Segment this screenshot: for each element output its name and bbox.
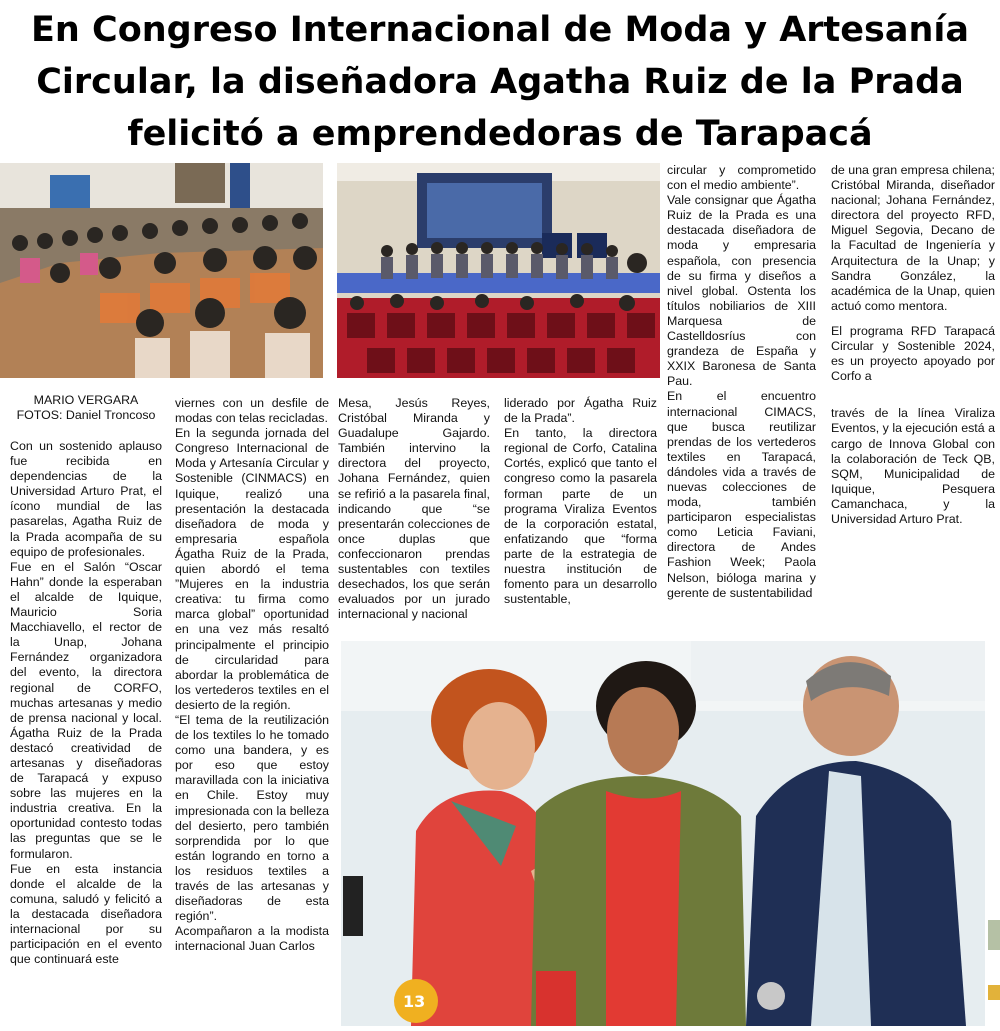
paragraph: circular y comprometido con el medio ambiente”. xyxy=(667,163,816,193)
paragraph: Acompañaron a la modista internacional Juan Carlos xyxy=(175,924,329,954)
photo-audience xyxy=(0,163,323,378)
paragraph: través de la línea Viraliza Eventos, y la ejecución está a cargo de Innova Global con la colaboración de Teck QB, SQM, Municipalidad de Iquique, Pesquera Camanchaca, y la Universidad Arturo Prat. xyxy=(831,406,995,526)
byline-photos: FOTOS: Daniel Troncoso xyxy=(16,408,156,422)
headline xyxy=(0,4,1000,160)
paragraph: viernes con un desfile de modas con telas recicladas. xyxy=(175,396,329,426)
article-column-1 xyxy=(10,393,162,967)
headline-line-3: felicitó a emprendedoras de Tarapacá xyxy=(127,114,873,154)
byline-author: MARIO VERGARA xyxy=(33,393,139,407)
article-column-2 xyxy=(175,396,329,954)
photo-three-people xyxy=(341,641,985,1026)
paragraph: El programa RFD Tarapacá Circular y Sostenible 2024, es un proyecto apoyado por Corfo a xyxy=(831,323,995,384)
edge-sliver xyxy=(988,985,1000,1000)
headline-line-2: Circular, la diseñadora Agatha Ruiz de la Prada xyxy=(36,62,964,102)
article-column-3 xyxy=(338,396,490,622)
byline xyxy=(10,393,162,423)
paragraph: En tanto, la directora regional de Corfo, Catalina Cortés, explicó que tanto el congreso como la pasarela forman parte de un programa Viraliza Eventos de la corporación estatal, enfatizando que “forma parte de la estrategia de nuestra institución de fomento para un desarrollo sustentable, xyxy=(504,426,657,607)
paragraph: liderado por Ágatha Ruiz de la Prada”. xyxy=(504,396,657,426)
article-column-4 xyxy=(504,396,657,607)
mic-label: 13 xyxy=(403,992,426,1011)
headline-line-1: En Congreso Internacional de Moda y Artesanía xyxy=(31,10,969,50)
edge-sliver xyxy=(988,920,1000,950)
paragraph: de una gran empresa chilena; Cristóbal Miranda, diseñador nacional; Johana Fernández, directora del proyecto RFD, Miguel Segovia, Decano de la Facultad de Ingeniería y Arquitectura de la Unap; y Sandra González, la académica de la Unap, quien actuó como mentora. xyxy=(831,163,995,313)
paragraph: En la segunda jornada del Congreso Internacional de Moda y Artesanía Circular y Sostenible (CINMACS) en Iquique, realizó una presentación la destacada diseñadora de moda y empresaria española Ágatha Ruiz de la Prada, quien abordó el tema ”Mujeres en la industria creativa: tu firma como marca global” oportunidad en una vez más resaltó principalmente el principio de circularidad para abordar la problemática de los vertederos textiles en el desierto de la región. xyxy=(175,426,329,712)
paragraph: En el encuentro internacional CIMACS, que busca reutilizar prendas de los vertederos textiles en Tarapacá, dándoles vida a través de nuevas colecciones de moda, también participaron especialistas como Leticia Faviani, directora de Andes Fashion Week; Paola Nelson, bióloga marina y gerente de sustentabilidad xyxy=(667,389,816,600)
photo-stage-panel xyxy=(337,163,660,378)
paragraph: Mesa, Jesús Reyes, Cristóbal Miranda y Guadalupe Gajardo. También intervino la directora del proyecto, Johana Fernández, quien se refirió a la pasarela final, indicando que “se presentarán colecciones de once duplas que confeccionaron prendas sustentables con textiles desechados, los que serán evaluados por un jurado internacional y nacional xyxy=(338,396,490,622)
paragraph: Vale consignar que Ágatha Ruiz de la Prada es una destacada diseñadora de moda y empresaria española, con presencia de su firma y diseños a nivel global. Ostenta los títulos nobiliarios de XIII Marquesa de Castelldosríus con grandeza de España y XXIX Baronesa de Santa Pau. xyxy=(667,193,816,389)
paragraph: Con un sostenido aplauso fue recibida en dependencias de la Universidad Arturo Prat, el ícono mundial de las pasarelas, Agatha Ruiz de la Prada acompaña de su equipo de profesionales. xyxy=(10,439,162,559)
paragraph: “El tema de la reutilización de los textiles lo he tomado como una bandera, y es por eso que estoy maravillada con la iniciativa en Chile. Estoy muy impresionada con la belleza del desierto, pero también sorprendida por lo que están logrando en torno a los residuos textiles a través de las artesanas y diseñadoras de esta región”. xyxy=(175,712,329,924)
paragraph: Fue en el Salón “Oscar Hahn” donde la esperaban el alcalde de Iquique, Mauricio Soria Macchiavello, el rector de la Unap, Johana Fernández organizadora del evento, la directora regional de CORFO, muchas artesanas y medio de prensa nacional y local. Ágatha Ruiz de la Prada destacó creatividad de artesanas y diseñadoras de Tarapacá y expuso sobre las mujeres en la industria creativa. En la oportunidad contesto todas las preguntas que se le formularon. xyxy=(10,559,162,861)
paragraph: Fue en esta instancia donde el alcalde de la comuna, saludó y felicitó a la destacada diseñadora internacional por su participación en el evento que continuará este xyxy=(10,861,162,967)
article-column-6 xyxy=(831,163,995,527)
article-column-5 xyxy=(667,163,816,601)
